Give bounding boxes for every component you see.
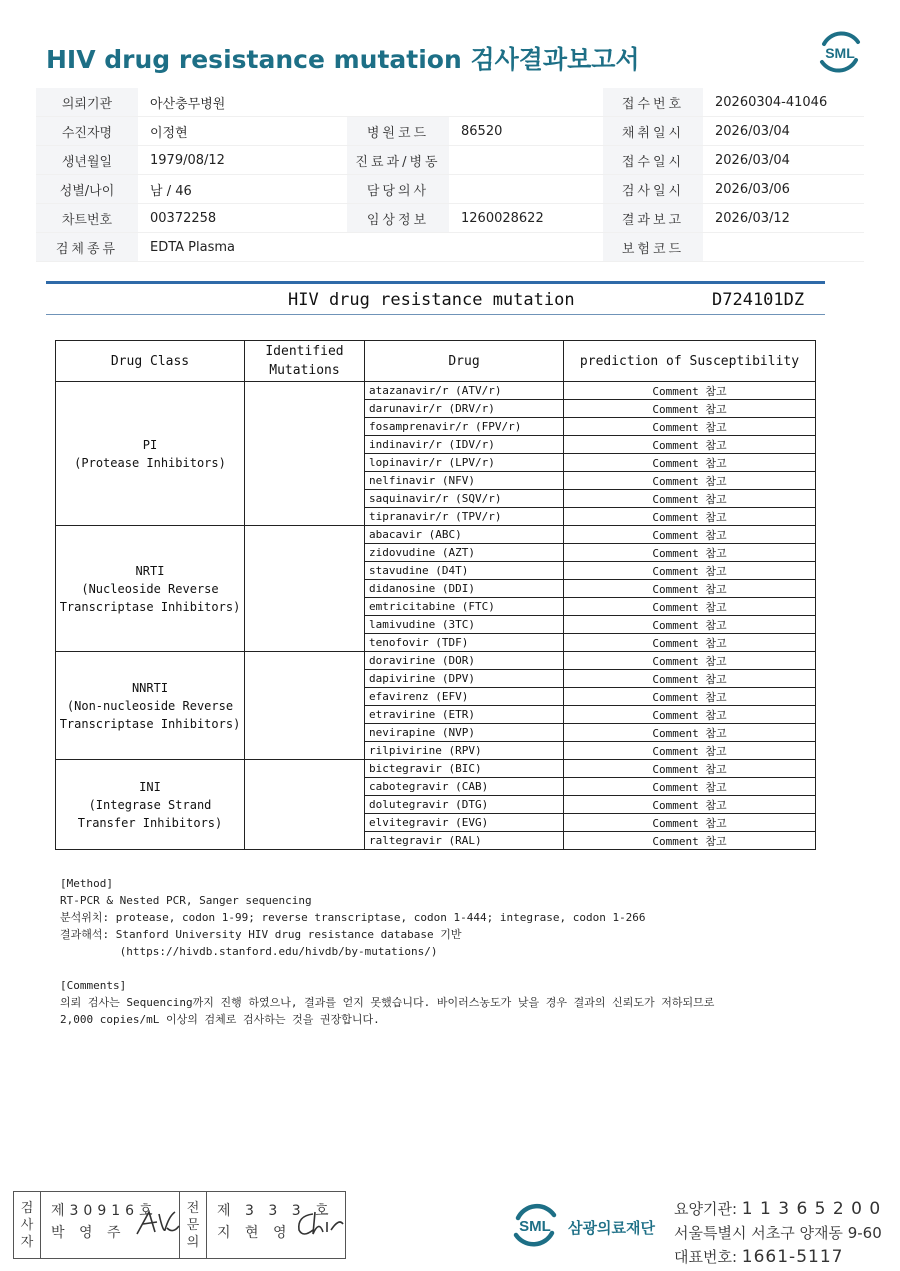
drug-name: raltegravir (RAL) <box>365 832 564 850</box>
susceptibility-prediction: Comment 참고 <box>564 508 816 526</box>
header-identified-mutations: Identified Mutations <box>245 341 365 382</box>
drug-row <box>56 652 816 670</box>
method-line: 분석위치: protease, codon 1-99; reverse transcriptase, codon 1-444; integrase, codon 1-266 <box>60 911 646 924</box>
patient-info-table <box>36 88 864 262</box>
info-row <box>36 175 864 204</box>
sml-logo-icon <box>816 28 864 76</box>
report-rule-bottom <box>46 314 825 315</box>
drug-name: lopinavir/r (LPV/r) <box>365 454 564 472</box>
drug-row <box>56 526 816 544</box>
susceptibility-prediction: Comment 참고 <box>564 832 816 850</box>
svg-text:SML: SML <box>825 45 855 61</box>
method-heading: [Method] <box>60 877 113 890</box>
info-value: 이정현 <box>138 117 347 146</box>
info-label: 검사일시 <box>603 175 703 204</box>
examiner-signature-icon <box>133 1206 183 1240</box>
drug-row <box>56 760 816 778</box>
info-row <box>36 88 864 117</box>
comment-line: 의뢰 검사는 Sequencing까지 진행 하였으나, 결과를 얻지 못했습니다. 바이러스농도가 낮을 경우 결과의 신뢰도가 저하되므로 <box>60 996 715 1009</box>
susceptibility-prediction: Comment 참고 <box>564 778 816 796</box>
info-value: 1260028622 <box>449 204 603 233</box>
svg-text:SML: SML <box>519 1218 551 1235</box>
header-drug: Drug <box>365 341 564 382</box>
report-title: HIV drug resistance mutation 검사결과보고서 <box>46 45 640 74</box>
specialist-name: 지 현 영 <box>217 1225 292 1241</box>
susceptibility-prediction: Comment 참고 <box>564 652 816 670</box>
susceptibility-prediction: Comment 참고 <box>564 490 816 508</box>
report-code: D724101DZ <box>712 290 805 310</box>
drug-name: dapivirine (DPV) <box>365 670 564 688</box>
susceptibility-prediction: Comment 참고 <box>564 670 816 688</box>
drug-name: didanosine (DDI) <box>365 580 564 598</box>
susceptibility-prediction: Comment 참고 <box>564 382 816 400</box>
footer-contact <box>674 1197 882 1269</box>
info-label: 병원코드 <box>347 117 449 146</box>
info-value: 남 / 46 <box>138 175 347 204</box>
drug-name: doravirine (DOR) <box>365 652 564 670</box>
info-value: 00372258 <box>138 204 347 233</box>
drug-name: dolutegravir (DTG) <box>365 796 564 814</box>
drug-class-cell: INI (Integrase Strand Transfer Inhibitors) <box>56 760 245 850</box>
specialist-license: 제 3 3 3 호 <box>217 1203 334 1219</box>
drug-name: emtricitabine (FTC) <box>365 598 564 616</box>
info-label: 접수번호 <box>603 88 703 117</box>
susceptibility-prediction: Comment 참고 <box>564 598 816 616</box>
info-value: 2026/03/06 <box>703 175 864 204</box>
header-drug-class: Drug Class <box>56 341 245 382</box>
info-value <box>449 175 603 204</box>
info-label: 임상정보 <box>347 204 449 233</box>
info-value <box>449 146 603 175</box>
info-value <box>703 233 864 262</box>
info-value: 2026/03/04 <box>703 146 864 175</box>
info-label: 생년월일 <box>36 146 138 175</box>
drug-name: lamivudine (3TC) <box>365 616 564 634</box>
susceptibility-prediction: Comment 참고 <box>564 544 816 562</box>
info-value: 아산충무병원 <box>138 88 347 117</box>
method-line: 결과해석: Stanford University HIV drug resistance database 기반 <box>60 928 462 941</box>
susceptibility-prediction: Comment 참고 <box>564 562 816 580</box>
info-label: 채취일시 <box>603 117 703 146</box>
comments-heading: [Comments] <box>60 979 127 992</box>
drug-name: atazanavir/r (ATV/r) <box>365 382 564 400</box>
sml-footer-logo-icon <box>510 1200 560 1250</box>
examiner-license: 제30916호 <box>51 1203 158 1219</box>
header-prediction: prediction of Susceptibility <box>564 341 816 382</box>
info-row <box>36 117 864 146</box>
info-label: 담당의사 <box>347 175 449 204</box>
drug-name: cabotegravir (CAB) <box>365 778 564 796</box>
susceptibility-prediction: Comment 참고 <box>564 454 816 472</box>
examiner-name: 박 영 주 <box>51 1225 126 1241</box>
susceptibility-prediction: Comment 참고 <box>564 436 816 454</box>
info-label <box>347 233 449 262</box>
info-row <box>36 233 864 262</box>
comment-line: 2,000 copies/mL 이상의 검체로 검사하는 것을 권장합니다. <box>60 1013 380 1026</box>
info-label: 의뢰기관 <box>36 88 138 117</box>
info-label: 접수일시 <box>603 146 703 175</box>
mutations-cell <box>245 760 365 850</box>
info-value <box>449 88 603 117</box>
drug-name: saquinavir/r (SQV/r) <box>365 490 564 508</box>
phone-number: 1661-5117 <box>741 1247 844 1267</box>
susceptibility-prediction: Comment 참고 <box>564 526 816 544</box>
susceptibility-prediction: Comment 참고 <box>564 742 816 760</box>
drug-name: fosamprenavir/r (FPV/r) <box>365 418 564 436</box>
facility-code: 1 1 3 6 5 2 0 0 <box>741 1199 882 1219</box>
susceptibility-prediction: Comment 참고 <box>564 706 816 724</box>
drug-class-cell: NRTI (Nucleoside Reverse Transcriptase Inhibitors) <box>56 526 245 652</box>
facility-code-label: 요양기관: <box>674 1200 738 1218</box>
drug-name: abacavir (ABC) <box>365 526 564 544</box>
resistance-table <box>55 340 816 850</box>
examiner-label: 검 사 자 <box>14 1192 41 1258</box>
footer-address: 서울특별시 서초구 양재동 9-60 <box>674 1224 882 1242</box>
susceptibility-prediction: Comment 참고 <box>564 724 816 742</box>
susceptibility-prediction: Comment 참고 <box>564 760 816 778</box>
report-rule-top <box>46 281 825 284</box>
info-row <box>36 146 864 175</box>
info-value: 2026/03/04 <box>703 117 864 146</box>
mutations-cell <box>245 382 365 526</box>
drug-class-cell: NNRTI (Non-nucleoside Reverse Transcriptase Inhibitors) <box>56 652 245 760</box>
susceptibility-prediction: Comment 참고 <box>564 580 816 598</box>
drug-name: rilpivirine (RPV) <box>365 742 564 760</box>
drug-row <box>56 382 816 400</box>
info-label <box>347 88 449 117</box>
notes-section <box>60 875 850 1028</box>
signature-box <box>13 1191 346 1259</box>
info-value: 20260304-41046 <box>703 88 864 117</box>
info-label: 보험코드 <box>603 233 703 262</box>
susceptibility-prediction: Comment 참고 <box>564 814 816 832</box>
drug-name: stavudine (D4T) <box>365 562 564 580</box>
mutations-cell <box>245 526 365 652</box>
drug-name: darunavir/r (DRV/r) <box>365 400 564 418</box>
examiner-cell <box>41 1192 179 1258</box>
susceptibility-prediction: Comment 참고 <box>564 472 816 490</box>
drug-class-cell: PI (Protease Inhibitors) <box>56 382 245 526</box>
info-label: 차트번호 <box>36 204 138 233</box>
drug-name: bictegravir (BIC) <box>365 760 564 778</box>
drug-name: nevirapine (NVP) <box>365 724 564 742</box>
drug-name: tenofovir (TDF) <box>365 634 564 652</box>
info-value: 1979/08/12 <box>138 146 347 175</box>
susceptibility-prediction: Comment 참고 <box>564 634 816 652</box>
info-value: 86520 <box>449 117 603 146</box>
susceptibility-prediction: Comment 참고 <box>564 796 816 814</box>
info-row <box>36 204 864 233</box>
drug-name: nelfinavir (NFV) <box>365 472 564 490</box>
drug-name: tipranavir/r (TPV/r) <box>365 508 564 526</box>
method-line: RT-PCR & Nested PCR, Sanger sequencing <box>60 894 312 907</box>
specialist-label: 전 문 의 <box>179 1192 207 1258</box>
info-label: 검체종류 <box>36 233 138 262</box>
info-label: 성별/나이 <box>36 175 138 204</box>
drug-name: etravirine (ETR) <box>365 706 564 724</box>
org-name: 삼광의료재단 <box>568 1219 655 1237</box>
report-heading: HIV drug resistance mutation <box>288 290 575 310</box>
specialist-signature-icon <box>293 1208 345 1240</box>
drug-name: zidovudine (AZT) <box>365 544 564 562</box>
susceptibility-prediction: Comment 참고 <box>564 400 816 418</box>
susceptibility-prediction: Comment 참고 <box>564 616 816 634</box>
phone-label: 대표번호: <box>674 1248 738 1266</box>
susceptibility-prediction: Comment 참고 <box>564 418 816 436</box>
drug-name: efavirenz (EFV) <box>365 688 564 706</box>
info-value <box>449 233 603 262</box>
info-value: EDTA Plasma <box>138 233 347 262</box>
susceptibility-prediction: Comment 참고 <box>564 688 816 706</box>
drug-name: elvitegravir (EVG) <box>365 814 564 832</box>
method-line: (https://hivdb.stanford.edu/hivdb/by-mutations/) <box>60 945 438 958</box>
info-label: 진료과/병동 <box>347 146 449 175</box>
info-label: 수진자명 <box>36 117 138 146</box>
info-value: 2026/03/12 <box>703 204 864 233</box>
info-label: 결과보고 <box>603 204 703 233</box>
drug-name: indinavir/r (IDV/r) <box>365 436 564 454</box>
specialist-cell <box>207 1192 345 1258</box>
mutations-cell <box>245 652 365 760</box>
